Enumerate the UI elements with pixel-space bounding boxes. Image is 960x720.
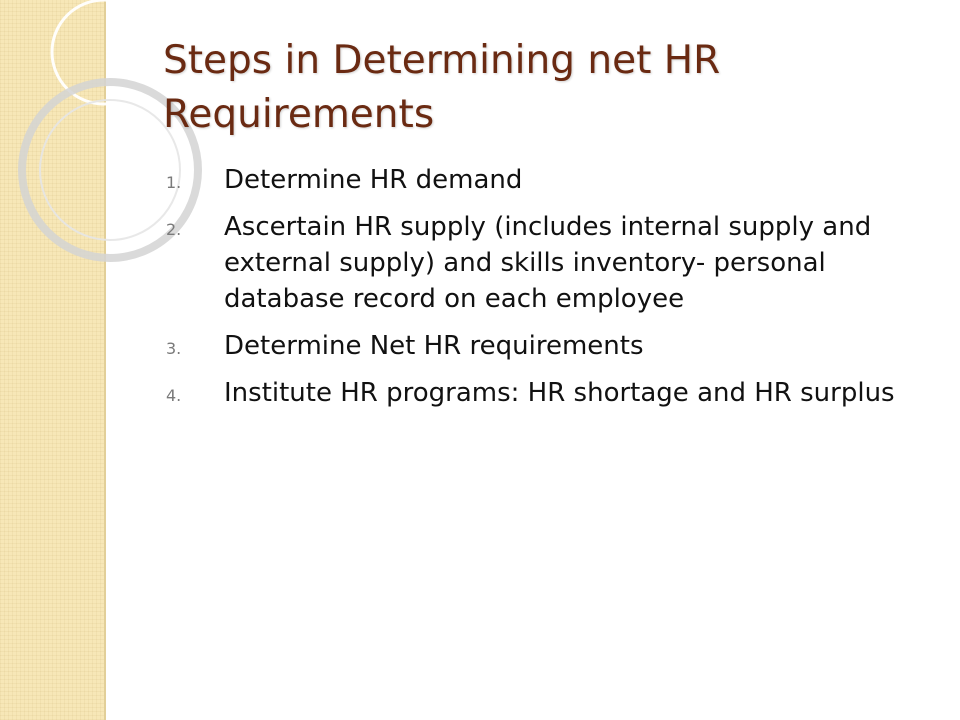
list-item <box>166 328 926 364</box>
list-item-number: 3. <box>166 339 182 358</box>
list-item-text: Institute HR programs: HR shortage and HR surplus <box>224 378 895 408</box>
list-item <box>166 162 926 198</box>
list-item <box>166 375 926 411</box>
list-item-number: 4. <box>166 386 182 405</box>
steps-list <box>166 162 926 422</box>
list-item-number: 1. <box>166 173 182 192</box>
decorative-circle-inner <box>40 100 180 240</box>
slide-title: Steps in Determining net HR Requirements <box>163 38 721 137</box>
list-item-text: Ascertain HR supply (includes internal supply and external supply) and skills inventory- personal database record on each employee <box>224 212 872 314</box>
list-item <box>166 209 926 317</box>
list-item-number: 2. <box>166 220 182 239</box>
decorative-circles <box>0 0 110 240</box>
list-item-text: Determine Net HR requirements <box>224 331 644 361</box>
list-item-text: Determine HR demand <box>224 165 523 195</box>
